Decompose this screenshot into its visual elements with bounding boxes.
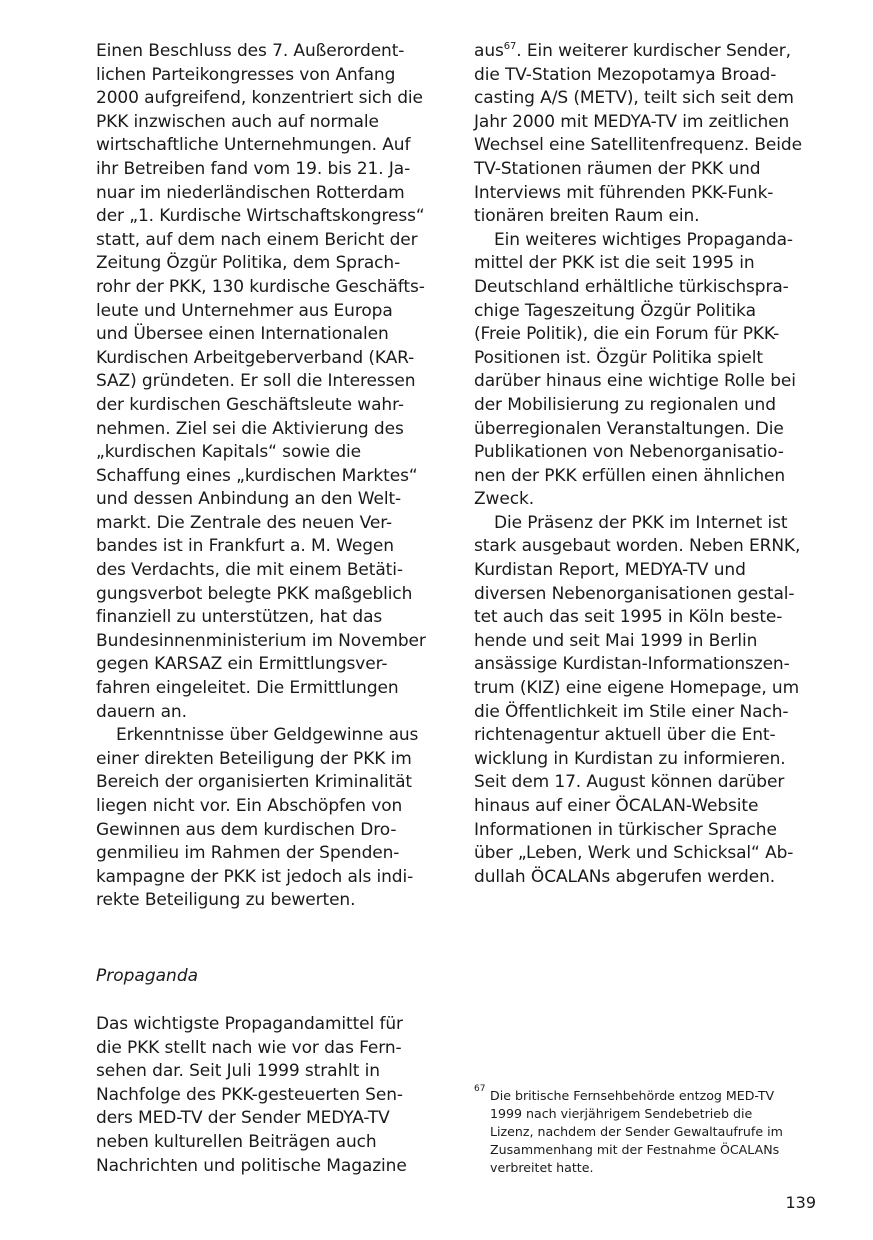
text-line: die PKK stellt nach wie vor das Fern-: [96, 1037, 402, 1058]
paragraph-newspaper: [474, 229, 819, 512]
text-line: statt, auf dem nach einem Bericht der: [96, 229, 418, 250]
paragraph-tv: [474, 64, 819, 229]
text-line: Zweck.: [474, 489, 535, 510]
text-line: tionären breiten Raum ein.: [474, 206, 700, 227]
text-line: nehmen. Ziel sei die Aktivierung des: [96, 418, 404, 439]
text-line: der Mobilisierung zu regionalen und: [474, 394, 776, 415]
text-line: Interviews mit führenden PKK-Funk-: [474, 182, 774, 203]
text-line: richtenagentur aktuell über die Ent-: [474, 725, 776, 746]
footnote-text: [474, 1087, 819, 1177]
text-line: fahren eingeleitet. Die Ermittlungen: [96, 678, 399, 699]
text-line: genmilieu im Rahmen der Spenden-: [96, 843, 400, 864]
text-line: bandes ist in Frankfurt a. M. Wegen: [96, 536, 394, 557]
text-line: diversen Nebenorganisationen gestal-: [474, 583, 795, 604]
section-heading: Propaganda: [96, 966, 199, 986]
right-column: [474, 40, 819, 889]
text-line: über „Leben, Werk und Schicksal“ Ab-: [474, 843, 794, 864]
text-line: neben kulturellen Beiträgen auch: [96, 1131, 377, 1152]
text-line: Bereich der organisierten Kriminalität: [96, 772, 412, 793]
text-line: und dessen Anbindung an den Welt-: [96, 489, 402, 510]
text-line: tet auch das seit 1995 in Köln beste-: [474, 607, 783, 628]
text-line: und Übersee einen Internationalen: [96, 324, 389, 345]
page-number: 139: [785, 1193, 816, 1212]
text-line: dullah ÖCALANs abgerufen werden.: [474, 866, 776, 887]
text-line: lichen Parteikongresses von Anfang: [96, 64, 396, 85]
text-line: casting A/S (METV), teilt sich seit dem: [474, 88, 794, 109]
text-line: hende und seit Mai 1999 in Berlin: [474, 630, 758, 651]
text-line: „kurdischen Kapitals“ sowie die: [96, 442, 361, 463]
text-line: 2000 aufgreifend, konzentriert sich die: [96, 88, 423, 109]
text-line: hinaus auf einer ÖCALAN-Website: [474, 796, 759, 816]
text-line: die Öffentlichkeit im Stile einer Nach-: [474, 701, 789, 722]
text-line: chige Tageszeitung Özgür Politika: [474, 300, 756, 321]
text-line: ansässige Kurdistan-Informationszen-: [474, 654, 790, 675]
text-line: darüber hinaus eine wichtige Rolle bei: [474, 371, 796, 392]
footnote-line: 1999 nach vierjährigem Sendebetrieb die: [490, 1106, 753, 1121]
text-line: wirtschaftliche Unternehmungen. Auf: [96, 135, 411, 156]
text-line: Kurdistan Report, MEDYA-TV und: [474, 560, 746, 581]
text-line: sehen dar. Seit Juli 1999 strahlt in: [96, 1061, 380, 1082]
text-line: der kurdischen Geschäftsleute wahr-: [96, 394, 404, 415]
text-line: rohr der PKK, 130 kurdische Geschäfts-: [96, 276, 425, 297]
text-line: dauern an.: [96, 701, 187, 722]
text-line: Nachrichten und politische Magazine: [96, 1155, 407, 1176]
footnote-line: verbreitet hatte.: [490, 1160, 594, 1175]
text-line: Schaffung eines „kurdischen Marktes“: [96, 465, 418, 486]
text-line: überregionalen Veranstaltungen. Die: [474, 418, 784, 439]
text-line: des Verdachts, die mit einem Betäti-: [96, 560, 403, 581]
text-line: Seit dem 17. August können darüber: [474, 772, 785, 793]
left-column: [96, 40, 441, 913]
text-line: finanziell zu unterstützen, hat das: [96, 607, 383, 628]
paragraph-internet: [474, 512, 819, 890]
right-first-line: aus$^{67}$. Ein weiterer kurdischer Sender,: [474, 41, 791, 61]
footnote: [474, 1084, 819, 1177]
footnote-line: Die britische Fernsehbehörde entzog MED-TV: [490, 1088, 775, 1103]
footnote-line: Lizenz, nachdem der Sender Gewaltaufrufe im: [490, 1124, 783, 1139]
text-line: ihr Betreiben fand vom 19. bis 21. Ja-: [96, 158, 411, 179]
text-line: Kurdischen Arbeitgeberverband (KAR-: [96, 347, 415, 368]
text-line: stark ausgebaut worden. Neben ERNK,: [474, 536, 801, 557]
footnote-ref[interactable]: 67: [503, 41, 517, 52]
text-line: Einen Beschluss des 7. Außerordent-: [96, 41, 405, 61]
text-line: liegen nicht vor. Ein Abschöpfen von: [96, 796, 403, 816]
text-line: gegen KARSAZ ein Ermittlungsver-: [96, 654, 388, 675]
paragraph-business: [96, 40, 441, 724]
text-line: Wechsel eine Satellitenfrequenz. Beide: [474, 135, 802, 156]
text-line: Informationen in türkischer Sprache: [474, 819, 777, 840]
text-line: rekte Beteiligung zu bewerten.: [96, 890, 356, 911]
text-line: Erkenntnisse über Geldgewinne aus: [116, 725, 419, 746]
text-line: markt. Die Zentrale des neuen Ver-: [96, 512, 393, 533]
text-line: Deutschland erhältliche türkischspra-: [474, 276, 789, 297]
text-line: SAZ) gründeten. Er soll die Interessen: [96, 371, 416, 392]
text-line: Gewinnen aus dem kurdischen Dro-: [96, 819, 397, 840]
text-line: wicklung in Kurdistan zu informieren.: [474, 748, 786, 769]
text-line: mittel der PKK ist die seit 1995 in: [474, 253, 755, 274]
text-line: leute und Unternehmer aus Europa: [96, 300, 393, 321]
text-line: kampagne der PKK ist jedoch als indi-: [96, 866, 414, 887]
text-line: Bundesinnenministerium im November: [96, 630, 426, 651]
text-line: der „1. Kurdische Wirtschaftskongress“: [96, 206, 425, 227]
text-line: trum (KIZ) eine eigene Homepage, um: [474, 678, 800, 699]
paragraph-propaganda: [96, 1013, 441, 1178]
text-line: (Freie Politik), die ein Forum für PKK-: [474, 324, 780, 345]
text-line: Publikationen von Nebenorganisatio-: [474, 442, 784, 463]
text-line: Das wichtigste Propagandamittel für: [96, 1014, 403, 1034]
paragraph-crime: [96, 724, 441, 913]
text-line: nen der PKK erfüllen einen ähnlichen: [474, 465, 786, 486]
text-line: ders MED-TV der Sender MEDYA-TV: [96, 1108, 390, 1129]
text-line: die TV-Station Mezopotamya Broad-: [474, 64, 777, 85]
section-heading-block: [96, 964, 441, 988]
footnote-number: 67: [474, 1084, 486, 1094]
text-line: Zeitung Özgür Politika, dem Sprach-: [96, 253, 401, 274]
text-line: Positionen ist. Özgür Politika spielt: [474, 347, 763, 368]
text-line: Jahr 2000 mit MEDYA-TV im zeitlichen: [474, 111, 790, 132]
text-line: Nachfolge des PKK-gesteuerten Sen-: [96, 1084, 403, 1105]
text-line: Ein weiteres wichtiges Propaganda-: [494, 229, 793, 250]
footnote-line: Zusammenhang mit der Festnahme ÖCALANs: [490, 1142, 780, 1157]
text-line: TV-Stationen räumen der PKK und: [474, 158, 761, 179]
text-line: Die Präsenz der PKK im Internet ist: [494, 512, 788, 533]
text-line: einer direkten Beteiligung der PKK im: [96, 748, 412, 769]
text-line: gungsverbot belegte PKK maßgeblich: [96, 583, 413, 604]
text-line: PKK inzwischen auch auf normale: [96, 111, 379, 132]
text-line: nuar im niederländischen Rotterdam: [96, 182, 405, 203]
